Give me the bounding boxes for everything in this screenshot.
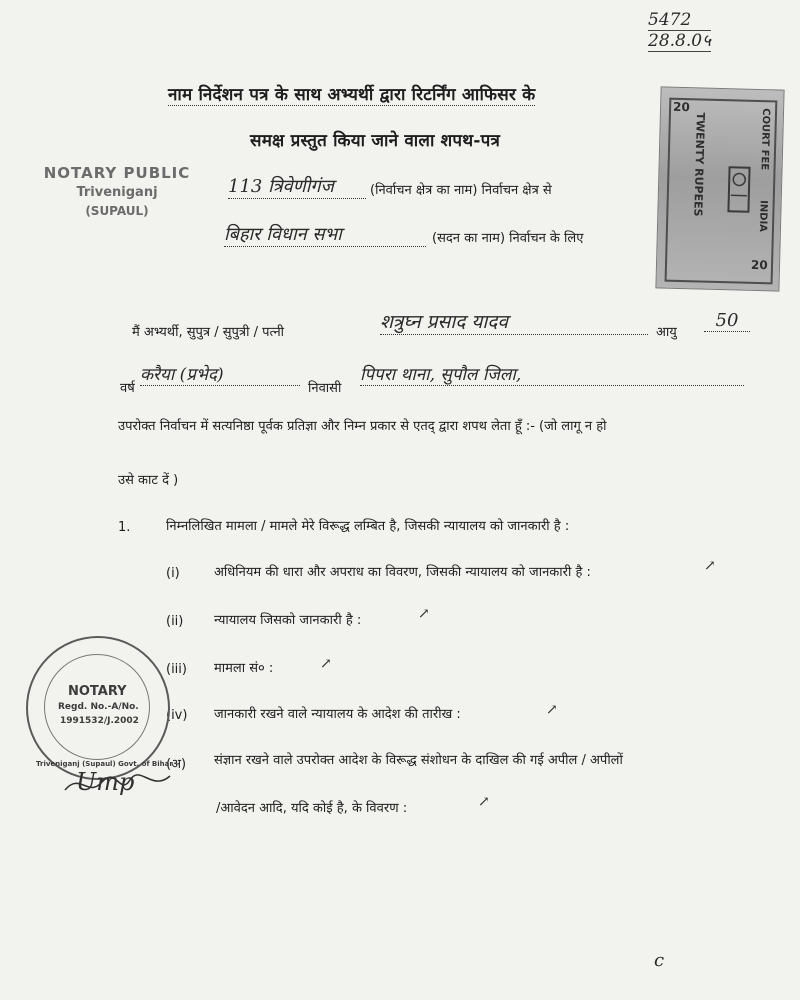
item-i-num: (i) xyxy=(166,566,180,581)
address-handwritten: पिपरा थाना, सुपौल जिला, xyxy=(360,362,744,386)
item-iv-num: (iv) xyxy=(166,708,188,723)
item-iii-mark: ↗ xyxy=(320,656,332,672)
item-iii-text: मामला सं० : xyxy=(214,661,274,676)
seal-number-text: 1991532/J.2002 xyxy=(60,716,139,726)
age-label: आयु xyxy=(656,325,677,340)
title-line2: समक्ष प्रस्तुत किया जाने वाला शपथ-पत्र xyxy=(250,131,501,151)
item-ii-num: (ii) xyxy=(166,614,184,629)
item-a-text: संज्ञान रखने वाले उपरोक्त आदेश के विरूद्ध संशोधन के दाखिल की गई अपील / अपीलों xyxy=(214,753,623,768)
item-a-continuation: /आवेदन आदि, यदि कोई है, के विवरण : xyxy=(216,801,408,816)
footer-mark: c xyxy=(654,950,665,971)
notary-public-district: (SUPAUL) xyxy=(85,204,149,218)
seal-regd-text: Regd. No.-A/No. xyxy=(58,702,139,712)
house-label: (सदन का नाम) निर्वाचन के लिए xyxy=(432,231,584,246)
title-line1: नाम निर्देशन पत्र के साथ अभ्यर्थी द्वारा रिटर्निंग आफिसर के xyxy=(168,82,535,106)
section1-text: निम्नलिखित मामला / मामले मेरे विरूद्ध लम्बित है, जिसकी न्यायालय को जानकारी है : xyxy=(166,519,570,534)
item-iv-text: जानकारी रखने वाले न्यायालय के आदेश की तारीख : xyxy=(214,707,461,722)
section1-number: 1. xyxy=(118,520,131,535)
age-handwritten: 50 xyxy=(704,310,750,332)
constituency-handwritten: 113 त्रिवेणीगंज xyxy=(228,174,366,199)
stamp-text-india: INDIA xyxy=(756,199,769,233)
notary-public-place: Triveniganj xyxy=(76,185,158,200)
corner-note-line1: 5472 xyxy=(648,10,711,31)
candidate-prefix: मैं अभ्यर्थी, सुपुत्र / सुपुत्री / पत्नी xyxy=(132,325,285,340)
stamp-denomination-top: 20 xyxy=(672,99,691,115)
notary-seal xyxy=(26,636,173,780)
constituency-label: (निर्वाचन क्षेत्र का नाम) निर्वाचन क्षेत्र से xyxy=(370,183,552,198)
oath-line1: उपरोक्त निर्वाचन में सत्यनिष्ठा पूर्वक प्रतिज्ञा और निम्न प्रकार से एतद् द्वारा शपथ लेता हूँ :- (जो लागू न हो xyxy=(118,419,607,434)
father-handwritten: करैया (प्रभेद) xyxy=(140,362,300,386)
stamp-denomination-bottom: 20 xyxy=(750,257,768,273)
years-label: वर्ष xyxy=(120,381,135,396)
item-ii-mark: ↗ xyxy=(418,606,430,622)
seal-ring-text: Triveniganj (Supaul) Govt. of Bihar xyxy=(36,760,173,768)
court-fee-stamp xyxy=(655,86,784,291)
house-handwritten: बिहार विधान सभा xyxy=(224,222,426,247)
item-iii-num: (iii) xyxy=(166,662,187,677)
item-ii-text: न्यायालय जिसको जानकारी है : xyxy=(214,613,362,628)
item-i-text: अधिनियम की धारा और अपराध का विवरण, जिसकी न्यायालय को जानकारी है : xyxy=(214,565,591,580)
item-a-num: (अ) xyxy=(166,757,187,772)
oath-line2: उसे काट दें ) xyxy=(118,473,179,488)
notary-public-heading: NOTARY PUBLIC xyxy=(43,164,191,182)
seal-center-text: NOTARY xyxy=(68,684,127,699)
notary-public-stamp xyxy=(42,164,192,221)
stamp-text-court-fee: COURT FEE xyxy=(758,108,772,171)
signature-stroke xyxy=(60,770,180,800)
corner-note xyxy=(648,10,711,52)
stamp-emblem-icon xyxy=(718,159,760,220)
stamp-text-twenty: TWENTY RUPEES xyxy=(691,112,707,217)
signature: Ump xyxy=(76,768,135,796)
resident-label: निवासी xyxy=(308,381,342,396)
item-a-continuation-mark: ↗ xyxy=(478,794,490,810)
corner-note-line2: 28.8.0५ xyxy=(648,31,711,51)
item-i-mark: ↗ xyxy=(704,558,716,574)
candidate-name-handwritten: शत्रुघ्न प्रसाद यादव xyxy=(380,308,648,335)
item-iv-mark: ↗ xyxy=(546,702,558,718)
